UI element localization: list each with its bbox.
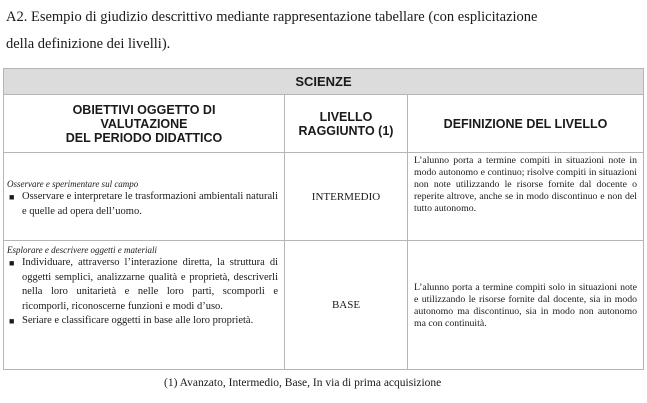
header-level [285, 95, 408, 153]
level-cell: BASE [285, 241, 408, 370]
subject-band-row [4, 69, 644, 95]
table-row [4, 241, 644, 370]
area-title: Esplorare e descrivere oggetti e materiali [7, 245, 158, 255]
level-cell: INTERMEDIO [285, 153, 408, 241]
header-level-line-2: RAGGIUNTO (1) [298, 123, 394, 138]
subject-title: SCIENZE [4, 69, 644, 95]
table-row [4, 153, 644, 241]
objectives-cell [4, 153, 285, 241]
objective-item [9, 190, 278, 219]
header-objectives-line-2: VALUTAZIONE [100, 116, 188, 131]
area-title: Osservare e sperimentare sul campo [7, 179, 139, 189]
objective-list [4, 190, 284, 219]
header-definition: DEFINIZIONE DEL LIVELLO [408, 95, 644, 153]
objective-text: Individuare, attraverso l’interazione diretta, la struttura di oggetti semplici, analizzarne qualità e proprietà, descriverli nella loro unitarietà e nelle loro parti, scomporli e ricomporli, riconoscerne funzioni e modi d’uso. [22, 257, 278, 312]
heading-line-1: A2. Esempio di giudizio descrittivo mediante rappresentazione tabellare (con esplicitazione [6, 9, 538, 25]
objective-item [9, 256, 278, 314]
header-objectives [4, 95, 285, 153]
objective-text: Seriare e classificare oggetti in base alle loro proprietà. [22, 315, 254, 326]
footnote: (1) Avanzato, Intermedio, Base, In via di prima acquisizione [164, 377, 442, 389]
heading-line-2: della definizione dei livelli). [6, 36, 171, 52]
bullet-icon: ■ [9, 192, 15, 202]
evaluation-table [3, 68, 644, 370]
document-heading [6, 4, 642, 58]
bullet-icon: ■ [9, 316, 15, 326]
header-row [4, 95, 644, 153]
objective-text: Osservare e interpretare le trasformazioni ambientali naturali e quelle ad opera dell’uomo. [22, 191, 278, 217]
objective-list [4, 256, 284, 329]
objective-item [9, 314, 278, 329]
header-objectives-line-1: OBIETTIVI OGGETTO DI [72, 102, 216, 117]
definition-cell: L’alunno porta a termine compiti solo in situazioni note e utilizzando le risorse fornite dal docente, sia in modo autonomo ma discontinuo, sia in modo non autonomo ma con continuità. [408, 241, 644, 370]
bullet-icon: ■ [9, 258, 15, 268]
objectives-cell [4, 241, 285, 370]
header-level-line-1: LIVELLO [319, 109, 373, 124]
header-objectives-line-3: DEL PERIODO DIDATTICO [65, 130, 223, 145]
definition-cell: L’alunno porta a termine compiti in situazioni note in modo autonomo e continuo; risolve compiti in situazioni non note utilizzando le risorse fornite dal docente o reperite altrove, anche se in modo discontinuo e non del tutto autonomo. [408, 153, 644, 241]
